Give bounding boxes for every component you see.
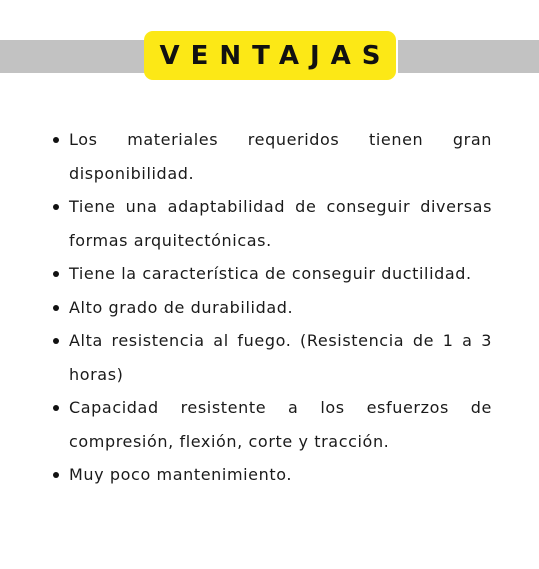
list-item-text: Muy poco mantenimiento.: [69, 465, 293, 484]
list-item-text: Alto grado de durabilidad.: [69, 297, 294, 317]
list-item: [69, 291, 492, 325]
bullet-icon: [53, 472, 59, 478]
bullet-icon: [53, 137, 59, 143]
header-band-left: [0, 40, 145, 73]
page-title: VENTAJAS: [159, 40, 392, 71]
header-band-right: [398, 40, 539, 73]
bullet-icon: [53, 305, 59, 311]
list-item: [69, 123, 492, 190]
bullet-icon: [53, 338, 59, 344]
list-item-text: Alta resistencia al fuego. (Resistencia de 1 a 3 horas): [69, 331, 492, 384]
list-item-text: Tiene la característica de conseguir ductilidad.: [69, 264, 472, 283]
bullet-icon: [53, 204, 59, 210]
list-item: [69, 324, 492, 391]
bullet-icon: [53, 271, 59, 277]
advantages-list: [0, 123, 539, 492]
title-badge: [144, 31, 396, 80]
list-item: [69, 391, 492, 458]
list-item: [69, 190, 492, 257]
list-item-text: Los materiales requeridos tienen gran disponibilidad.: [69, 130, 492, 183]
list-item-text: Tiene una adaptabilidad de conseguir diversas formas arquitectónicas.: [69, 197, 492, 250]
bullet-icon: [53, 405, 59, 411]
list-item: [69, 257, 492, 291]
list-item: [69, 458, 492, 492]
list-item-text: Capacidad resistente a los esfuerzos de compresión, flexión, corte y tracción.: [69, 398, 492, 451]
